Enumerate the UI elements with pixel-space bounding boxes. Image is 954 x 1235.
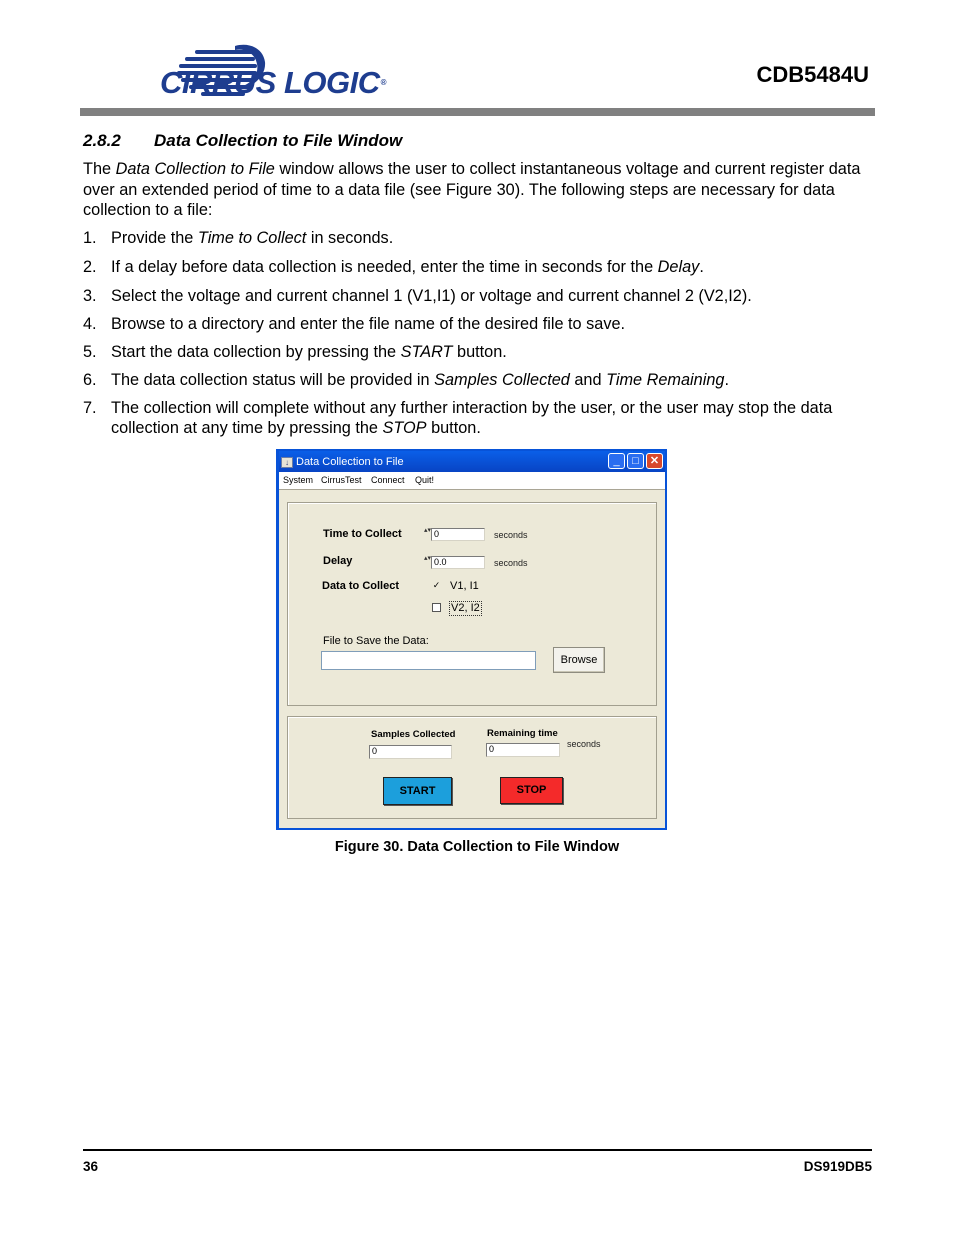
step-2: 2. If a delay before data collection is needed, enter the time in seconds for the Delay. xyxy=(83,258,704,276)
step-4: 4. Browse to a directory and enter the file name of the desired file to save. xyxy=(83,315,626,333)
remaining-time-label: Remaining time xyxy=(487,728,558,739)
v2-label: V2, I2 xyxy=(451,602,480,614)
time-spinner-icon[interactable]: ▴▾ xyxy=(424,527,432,534)
delay-label: Delay xyxy=(323,555,353,567)
v1-label: V1, I1 xyxy=(450,580,479,592)
delay-units: seconds xyxy=(494,558,528,568)
v1-checkbox[interactable]: ✓ xyxy=(432,580,441,590)
menu-connect[interactable]: Connect xyxy=(371,475,405,485)
menu-system[interactable]: System xyxy=(283,475,314,485)
stop-button[interactable]: STOP xyxy=(500,777,563,804)
section-title: Data Collection to File Window xyxy=(154,131,403,150)
figure-caption: Figure 30. Data Collection to File Window xyxy=(334,839,620,855)
time-to-collect-label: Time to Collect xyxy=(323,528,402,540)
footer-rule xyxy=(83,1149,872,1151)
file-label: File to Save the Data: xyxy=(323,635,429,647)
remaining-units: seconds xyxy=(567,739,601,749)
file-path-input[interactable] xyxy=(321,651,536,670)
browse-button[interactable]: Browse xyxy=(553,647,605,673)
maximize-button[interactable]: □ xyxy=(627,453,644,469)
delay-spinner-icon[interactable]: ▴▾ xyxy=(424,555,432,562)
section-heading xyxy=(83,131,402,151)
step-1: 1. Provide the Time to Collect in seconds. xyxy=(83,229,394,247)
menu-cirrustest[interactable]: CirrusTest xyxy=(321,475,362,485)
step-3: 3. Select the voltage and current channel 1 (V1,I1) or voltage and current channel 2 (V2,I2). xyxy=(83,287,752,305)
app-icon: ↓ xyxy=(281,457,293,468)
time-units: seconds xyxy=(494,530,528,540)
document-code: DS919DB5 xyxy=(803,1159,872,1174)
remaining-time-field: 0 xyxy=(486,743,560,757)
page-number: 36 xyxy=(83,1159,99,1174)
minimize-button[interactable]: _ xyxy=(608,453,625,469)
v2-checkbox[interactable] xyxy=(432,603,441,612)
menu-quit[interactable]: Quit! xyxy=(415,475,435,485)
intro-paragraph: The Data Collection to File window allows the user to collect instantaneous voltage and current register data over an extended period of time to a data file (see Figure 30). The following steps are necessary for data collection to a file: xyxy=(83,160,861,219)
samples-collected-label: Samples Collected xyxy=(371,729,456,740)
header-rule xyxy=(80,108,875,116)
step-5: 5. Start the data collection by pressing the START button. xyxy=(83,343,507,361)
close-button[interactable]: ✕ xyxy=(646,453,663,469)
delay-input[interactable]: 0.0 xyxy=(431,556,485,569)
document-title: CDB5484U xyxy=(756,62,869,87)
start-button[interactable]: START xyxy=(383,777,452,805)
data-to-collect-label: Data to Collect xyxy=(322,580,400,592)
samples-collected-field: 0 xyxy=(369,745,452,759)
step-7: 7. The collection will complete without any further interaction by the user, or the user may stop the data collection at any time by pressing the STOP button. xyxy=(83,399,833,437)
window-title: Data Collection to File xyxy=(296,456,404,468)
company-name: CIRRUS LOGIC® xyxy=(160,65,387,100)
step-6: 6. The data collection status will be provided in Samples Collected and Time Remaining. xyxy=(83,371,729,389)
time-to-collect-input[interactable]: 0 xyxy=(431,528,485,541)
status-group xyxy=(287,716,657,819)
section-number: 2.8.2 xyxy=(83,131,121,150)
